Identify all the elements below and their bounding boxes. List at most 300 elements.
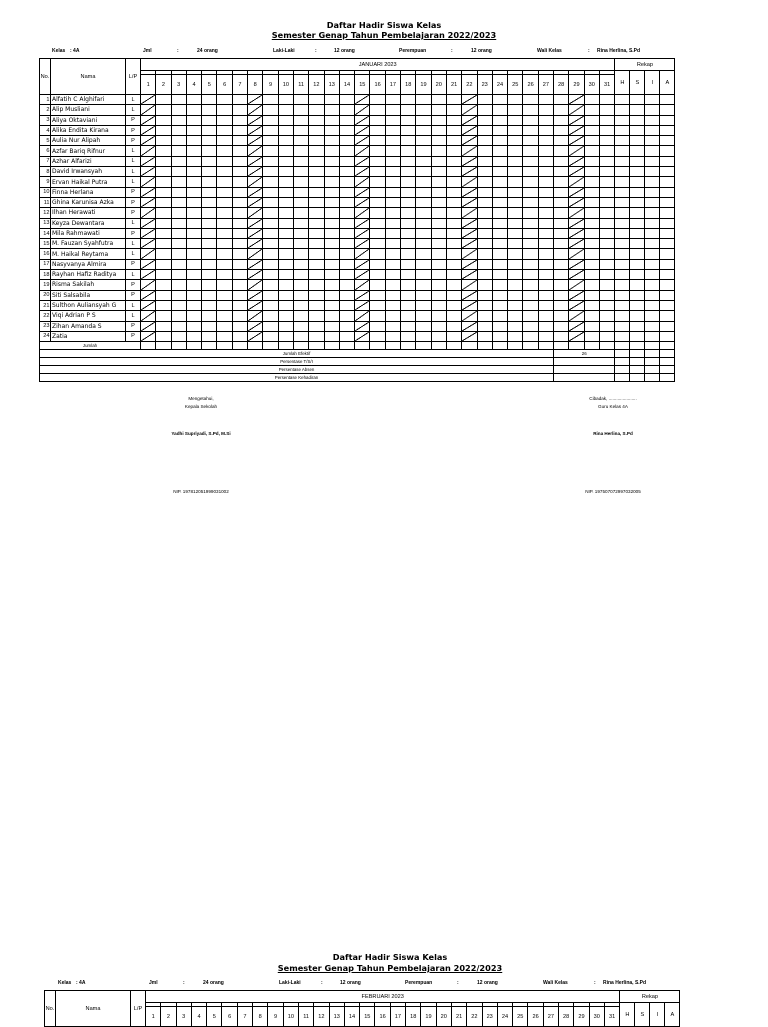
attendance-cell[interactable]	[462, 239, 477, 249]
attendance-cell[interactable]	[293, 280, 308, 290]
attendance-cell[interactable]	[141, 270, 156, 280]
rekap-cell[interactable]	[630, 95, 645, 105]
attendance-cell[interactable]	[492, 300, 507, 310]
attendance-cell[interactable]	[401, 146, 416, 156]
attendance-cell[interactable]	[492, 177, 507, 187]
attendance-cell[interactable]	[141, 311, 156, 321]
attendance-cell[interactable]	[232, 280, 247, 290]
attendance-cell[interactable]	[385, 290, 400, 300]
attendance-cell[interactable]	[370, 290, 385, 300]
attendance-cell[interactable]	[141, 197, 156, 207]
attendance-cell[interactable]	[370, 187, 385, 197]
rekap-cell[interactable]	[645, 95, 660, 105]
rekap-cell[interactable]	[630, 228, 645, 238]
attendance-cell[interactable]	[186, 270, 201, 280]
attendance-cell[interactable]	[141, 208, 156, 218]
attendance-cell[interactable]	[538, 208, 553, 218]
attendance-cell[interactable]	[171, 300, 186, 310]
attendance-cell[interactable]	[248, 311, 263, 321]
attendance-cell[interactable]	[355, 290, 370, 300]
rekap-cell[interactable]	[615, 259, 630, 269]
attendance-cell[interactable]	[385, 331, 400, 341]
attendance-cell[interactable]	[248, 136, 263, 146]
attendance-cell[interactable]	[202, 167, 217, 177]
attendance-cell[interactable]	[324, 300, 339, 310]
rekap-cell[interactable]	[660, 218, 675, 228]
rekap-cell[interactable]	[660, 300, 675, 310]
attendance-cell[interactable]	[508, 95, 523, 105]
attendance-cell[interactable]	[523, 125, 538, 135]
attendance-cell[interactable]	[217, 105, 232, 115]
attendance-cell[interactable]	[171, 280, 186, 290]
attendance-cell[interactable]	[599, 197, 614, 207]
attendance-cell[interactable]	[431, 167, 446, 177]
attendance-cell[interactable]	[355, 95, 370, 105]
attendance-cell[interactable]	[523, 105, 538, 115]
rekap-cell[interactable]	[645, 177, 660, 187]
attendance-cell[interactable]	[217, 115, 232, 125]
attendance-cell[interactable]	[141, 136, 156, 146]
attendance-cell[interactable]	[508, 136, 523, 146]
attendance-cell[interactable]	[569, 156, 584, 166]
attendance-cell[interactable]	[324, 197, 339, 207]
attendance-cell[interactable]	[523, 239, 538, 249]
attendance-cell[interactable]	[186, 146, 201, 156]
attendance-cell[interactable]	[171, 95, 186, 105]
attendance-cell[interactable]	[538, 156, 553, 166]
attendance-cell[interactable]	[278, 95, 293, 105]
attendance-cell[interactable]	[431, 146, 446, 156]
attendance-cell[interactable]	[462, 167, 477, 177]
attendance-cell[interactable]	[248, 167, 263, 177]
attendance-cell[interactable]	[385, 218, 400, 228]
attendance-cell[interactable]	[156, 259, 171, 269]
attendance-cell[interactable]	[324, 115, 339, 125]
attendance-cell[interactable]	[523, 280, 538, 290]
attendance-cell[interactable]	[171, 115, 186, 125]
attendance-cell[interactable]	[569, 290, 584, 300]
attendance-cell[interactable]	[141, 239, 156, 249]
attendance-cell[interactable]	[232, 208, 247, 218]
attendance-cell[interactable]	[156, 228, 171, 238]
attendance-cell[interactable]	[339, 321, 354, 331]
attendance-cell[interactable]	[416, 311, 431, 321]
attendance-cell[interactable]	[599, 218, 614, 228]
attendance-cell[interactable]	[462, 321, 477, 331]
attendance-cell[interactable]	[156, 290, 171, 300]
attendance-cell[interactable]	[416, 177, 431, 187]
attendance-cell[interactable]	[584, 228, 599, 238]
attendance-cell[interactable]	[370, 228, 385, 238]
attendance-cell[interactable]	[554, 218, 569, 228]
attendance-cell[interactable]	[401, 125, 416, 135]
attendance-cell[interactable]	[263, 105, 278, 115]
attendance-cell[interactable]	[401, 228, 416, 238]
attendance-cell[interactable]	[431, 300, 446, 310]
attendance-cell[interactable]	[339, 105, 354, 115]
attendance-cell[interactable]	[278, 115, 293, 125]
attendance-cell[interactable]	[217, 136, 232, 146]
attendance-cell[interactable]	[385, 300, 400, 310]
attendance-cell[interactable]	[263, 239, 278, 249]
rekap-cell[interactable]	[630, 156, 645, 166]
attendance-cell[interactable]	[370, 105, 385, 115]
attendance-cell[interactable]	[385, 280, 400, 290]
attendance-cell[interactable]	[462, 187, 477, 197]
attendance-cell[interactable]	[416, 321, 431, 331]
attendance-cell[interactable]	[293, 311, 308, 321]
attendance-cell[interactable]	[278, 321, 293, 331]
attendance-cell[interactable]	[248, 105, 263, 115]
attendance-cell[interactable]	[156, 177, 171, 187]
attendance-cell[interactable]	[446, 239, 461, 249]
attendance-cell[interactable]	[141, 321, 156, 331]
attendance-cell[interactable]	[141, 280, 156, 290]
rekap-cell[interactable]	[645, 228, 660, 238]
attendance-cell[interactable]	[232, 125, 247, 135]
attendance-cell[interactable]	[508, 280, 523, 290]
rekap-cell[interactable]	[615, 239, 630, 249]
attendance-cell[interactable]	[599, 95, 614, 105]
attendance-cell[interactable]	[385, 167, 400, 177]
attendance-cell[interactable]	[477, 249, 492, 259]
attendance-cell[interactable]	[431, 177, 446, 187]
attendance-cell[interactable]	[508, 331, 523, 341]
rekap-cell[interactable]	[660, 208, 675, 218]
rekap-cell[interactable]	[645, 311, 660, 321]
attendance-cell[interactable]	[431, 228, 446, 238]
attendance-cell[interactable]	[232, 115, 247, 125]
attendance-cell[interactable]	[309, 311, 324, 321]
attendance-cell[interactable]	[355, 156, 370, 166]
attendance-cell[interactable]	[309, 280, 324, 290]
attendance-cell[interactable]	[324, 249, 339, 259]
attendance-cell[interactable]	[278, 146, 293, 156]
rekap-cell[interactable]	[615, 300, 630, 310]
attendance-cell[interactable]	[416, 239, 431, 249]
attendance-cell[interactable]	[554, 115, 569, 125]
attendance-cell[interactable]	[538, 218, 553, 228]
attendance-cell[interactable]	[599, 239, 614, 249]
attendance-cell[interactable]	[141, 218, 156, 228]
attendance-cell[interactable]	[324, 321, 339, 331]
attendance-cell[interactable]	[416, 187, 431, 197]
attendance-cell[interactable]	[248, 259, 263, 269]
attendance-cell[interactable]	[538, 95, 553, 105]
attendance-cell[interactable]	[293, 259, 308, 269]
attendance-cell[interactable]	[584, 321, 599, 331]
attendance-cell[interactable]	[202, 105, 217, 115]
attendance-cell[interactable]	[508, 125, 523, 135]
attendance-cell[interactable]	[569, 167, 584, 177]
attendance-cell[interactable]	[202, 208, 217, 218]
attendance-cell[interactable]	[446, 259, 461, 269]
attendance-cell[interactable]	[431, 321, 446, 331]
attendance-cell[interactable]	[538, 300, 553, 310]
attendance-cell[interactable]	[370, 177, 385, 187]
attendance-cell[interactable]	[599, 177, 614, 187]
attendance-cell[interactable]	[554, 105, 569, 115]
attendance-cell[interactable]	[186, 280, 201, 290]
attendance-cell[interactable]	[370, 167, 385, 177]
attendance-cell[interactable]	[554, 321, 569, 331]
attendance-cell[interactable]	[569, 239, 584, 249]
attendance-cell[interactable]	[202, 321, 217, 331]
attendance-cell[interactable]	[462, 259, 477, 269]
attendance-cell[interactable]	[446, 249, 461, 259]
attendance-cell[interactable]	[462, 218, 477, 228]
attendance-cell[interactable]	[477, 321, 492, 331]
rekap-cell[interactable]	[660, 125, 675, 135]
attendance-cell[interactable]	[248, 321, 263, 331]
attendance-cell[interactable]	[401, 167, 416, 177]
attendance-cell[interactable]	[186, 187, 201, 197]
attendance-cell[interactable]	[538, 105, 553, 115]
attendance-cell[interactable]	[431, 125, 446, 135]
attendance-cell[interactable]	[370, 218, 385, 228]
attendance-cell[interactable]	[477, 270, 492, 280]
rekap-cell[interactable]	[615, 290, 630, 300]
attendance-cell[interactable]	[385, 197, 400, 207]
attendance-cell[interactable]	[538, 125, 553, 135]
rekap-cell[interactable]	[660, 146, 675, 156]
rekap-cell[interactable]	[615, 228, 630, 238]
attendance-cell[interactable]	[324, 95, 339, 105]
attendance-cell[interactable]	[492, 321, 507, 331]
attendance-cell[interactable]	[554, 177, 569, 187]
attendance-cell[interactable]	[232, 321, 247, 331]
rekap-cell[interactable]	[630, 259, 645, 269]
rekap-cell[interactable]	[645, 105, 660, 115]
attendance-cell[interactable]	[141, 187, 156, 197]
attendance-cell[interactable]	[569, 321, 584, 331]
attendance-cell[interactable]	[554, 95, 569, 105]
attendance-cell[interactable]	[324, 259, 339, 269]
attendance-cell[interactable]	[569, 146, 584, 156]
rekap-cell[interactable]	[630, 280, 645, 290]
attendance-cell[interactable]	[293, 300, 308, 310]
attendance-cell[interactable]	[599, 331, 614, 341]
attendance-cell[interactable]	[370, 270, 385, 280]
rekap-cell[interactable]	[615, 321, 630, 331]
attendance-cell[interactable]	[554, 125, 569, 135]
attendance-cell[interactable]	[202, 290, 217, 300]
rekap-cell[interactable]	[660, 167, 675, 177]
attendance-cell[interactable]	[492, 115, 507, 125]
attendance-cell[interactable]	[416, 228, 431, 238]
attendance-cell[interactable]	[599, 167, 614, 177]
attendance-cell[interactable]	[431, 331, 446, 341]
attendance-cell[interactable]	[584, 311, 599, 321]
attendance-cell[interactable]	[508, 321, 523, 331]
rekap-cell[interactable]	[645, 187, 660, 197]
attendance-cell[interactable]	[492, 311, 507, 321]
attendance-cell[interactable]	[416, 167, 431, 177]
attendance-cell[interactable]	[278, 239, 293, 249]
attendance-cell[interactable]	[492, 187, 507, 197]
rekap-cell[interactable]	[645, 290, 660, 300]
attendance-cell[interactable]	[477, 311, 492, 321]
attendance-cell[interactable]	[416, 259, 431, 269]
attendance-cell[interactable]	[477, 197, 492, 207]
attendance-cell[interactable]	[538, 146, 553, 156]
attendance-cell[interactable]	[385, 115, 400, 125]
attendance-cell[interactable]	[156, 311, 171, 321]
attendance-cell[interactable]	[508, 208, 523, 218]
attendance-cell[interactable]	[431, 187, 446, 197]
attendance-cell[interactable]	[584, 280, 599, 290]
attendance-cell[interactable]	[584, 105, 599, 115]
attendance-cell[interactable]	[171, 208, 186, 218]
attendance-cell[interactable]	[217, 177, 232, 187]
attendance-cell[interactable]	[569, 208, 584, 218]
attendance-cell[interactable]	[232, 177, 247, 187]
attendance-cell[interactable]	[324, 167, 339, 177]
attendance-cell[interactable]	[278, 136, 293, 146]
attendance-cell[interactable]	[508, 177, 523, 187]
rekap-cell[interactable]	[645, 146, 660, 156]
attendance-cell[interactable]	[263, 177, 278, 187]
attendance-cell[interactable]	[141, 331, 156, 341]
attendance-cell[interactable]	[431, 270, 446, 280]
attendance-cell[interactable]	[293, 218, 308, 228]
attendance-cell[interactable]	[370, 321, 385, 331]
attendance-cell[interactable]	[431, 290, 446, 300]
attendance-cell[interactable]	[385, 321, 400, 331]
attendance-cell[interactable]	[508, 197, 523, 207]
attendance-cell[interactable]	[186, 290, 201, 300]
attendance-cell[interactable]	[293, 197, 308, 207]
attendance-cell[interactable]	[370, 311, 385, 321]
attendance-cell[interactable]	[202, 95, 217, 105]
attendance-cell[interactable]	[508, 105, 523, 115]
attendance-cell[interactable]	[263, 156, 278, 166]
attendance-cell[interactable]	[370, 136, 385, 146]
attendance-cell[interactable]	[186, 95, 201, 105]
rekap-cell[interactable]	[615, 187, 630, 197]
rekap-cell[interactable]	[645, 249, 660, 259]
attendance-cell[interactable]	[141, 177, 156, 187]
attendance-cell[interactable]	[492, 331, 507, 341]
attendance-cell[interactable]	[599, 300, 614, 310]
attendance-cell[interactable]	[508, 270, 523, 280]
rekap-cell[interactable]	[660, 95, 675, 105]
attendance-cell[interactable]	[186, 156, 201, 166]
attendance-cell[interactable]	[217, 218, 232, 228]
attendance-cell[interactable]	[538, 187, 553, 197]
attendance-cell[interactable]	[446, 125, 461, 135]
attendance-cell[interactable]	[171, 156, 186, 166]
attendance-cell[interactable]	[232, 146, 247, 156]
attendance-cell[interactable]	[232, 228, 247, 238]
attendance-cell[interactable]	[492, 218, 507, 228]
attendance-cell[interactable]	[523, 208, 538, 218]
attendance-cell[interactable]	[431, 105, 446, 115]
attendance-cell[interactable]	[538, 228, 553, 238]
attendance-cell[interactable]	[523, 156, 538, 166]
rekap-cell[interactable]	[630, 187, 645, 197]
attendance-cell[interactable]	[584, 136, 599, 146]
attendance-cell[interactable]	[492, 197, 507, 207]
attendance-cell[interactable]	[248, 290, 263, 300]
attendance-cell[interactable]	[202, 311, 217, 321]
attendance-cell[interactable]	[446, 167, 461, 177]
attendance-cell[interactable]	[462, 177, 477, 187]
attendance-cell[interactable]	[171, 228, 186, 238]
rekap-cell[interactable]	[615, 270, 630, 280]
attendance-cell[interactable]	[584, 95, 599, 105]
attendance-cell[interactable]	[309, 156, 324, 166]
attendance-cell[interactable]	[248, 115, 263, 125]
rekap-cell[interactable]	[660, 228, 675, 238]
attendance-cell[interactable]	[309, 136, 324, 146]
attendance-cell[interactable]	[278, 187, 293, 197]
attendance-cell[interactable]	[355, 125, 370, 135]
attendance-cell[interactable]	[462, 311, 477, 321]
attendance-cell[interactable]	[202, 156, 217, 166]
attendance-cell[interactable]	[309, 105, 324, 115]
attendance-cell[interactable]	[202, 125, 217, 135]
attendance-cell[interactable]	[186, 259, 201, 269]
attendance-cell[interactable]	[477, 177, 492, 187]
attendance-cell[interactable]	[186, 239, 201, 249]
attendance-cell[interactable]	[523, 218, 538, 228]
rekap-cell[interactable]	[630, 136, 645, 146]
attendance-cell[interactable]	[569, 280, 584, 290]
attendance-cell[interactable]	[339, 228, 354, 238]
attendance-cell[interactable]	[248, 249, 263, 259]
attendance-cell[interactable]	[309, 270, 324, 280]
attendance-cell[interactable]	[355, 177, 370, 187]
attendance-cell[interactable]	[538, 259, 553, 269]
attendance-cell[interactable]	[477, 228, 492, 238]
attendance-cell[interactable]	[263, 300, 278, 310]
attendance-cell[interactable]	[446, 197, 461, 207]
attendance-cell[interactable]	[248, 156, 263, 166]
attendance-cell[interactable]	[492, 167, 507, 177]
attendance-cell[interactable]	[355, 218, 370, 228]
attendance-cell[interactable]	[355, 105, 370, 115]
attendance-cell[interactable]	[309, 321, 324, 331]
attendance-cell[interactable]	[232, 239, 247, 249]
attendance-cell[interactable]	[309, 249, 324, 259]
attendance-cell[interactable]	[523, 259, 538, 269]
attendance-cell[interactable]	[217, 331, 232, 341]
attendance-cell[interactable]	[293, 125, 308, 135]
attendance-cell[interactable]	[554, 146, 569, 156]
attendance-cell[interactable]	[293, 167, 308, 177]
attendance-cell[interactable]	[248, 197, 263, 207]
attendance-cell[interactable]	[171, 249, 186, 259]
attendance-cell[interactable]	[263, 208, 278, 218]
attendance-cell[interactable]	[599, 249, 614, 259]
attendance-cell[interactable]	[156, 218, 171, 228]
attendance-cell[interactable]	[462, 197, 477, 207]
attendance-cell[interactable]	[554, 208, 569, 218]
attendance-cell[interactable]	[141, 95, 156, 105]
attendance-cell[interactable]	[446, 270, 461, 280]
attendance-cell[interactable]	[141, 115, 156, 125]
rekap-cell[interactable]	[615, 177, 630, 187]
attendance-cell[interactable]	[355, 331, 370, 341]
rekap-cell[interactable]	[660, 280, 675, 290]
attendance-cell[interactable]	[248, 280, 263, 290]
attendance-cell[interactable]	[584, 156, 599, 166]
attendance-cell[interactable]	[202, 115, 217, 125]
attendance-cell[interactable]	[278, 125, 293, 135]
attendance-cell[interactable]	[202, 331, 217, 341]
rekap-cell[interactable]	[660, 136, 675, 146]
